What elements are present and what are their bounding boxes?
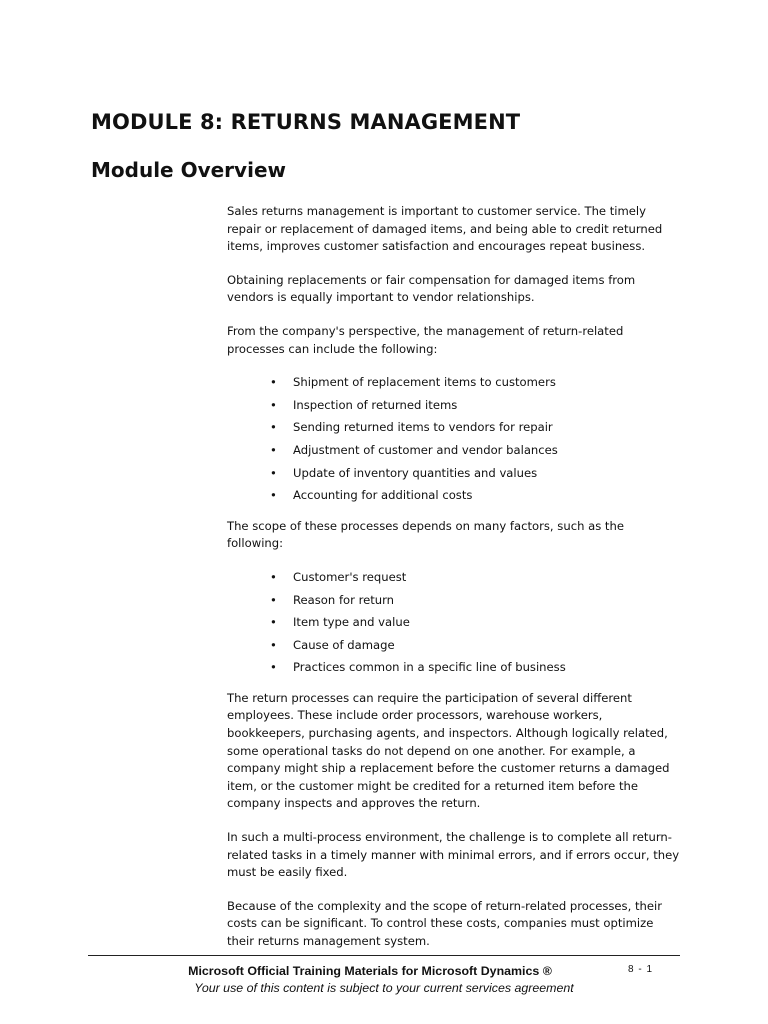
bullet-icon: • [270,420,277,435]
list-item-text: Adjustment of customer and vendor balances [293,442,558,457]
factors-list [227,569,682,677]
paragraph-costs: Because of the complexity and the scope of return-related processes, their costs can be significant. To control these costs, companies must optimize their returns management system. [227,898,662,948]
list-item-text: Update of inventory quantities and values [293,465,538,480]
bullet-icon: • [270,465,277,480]
bullet-icon: • [270,375,277,390]
footer-divider [88,955,680,956]
list-item [227,397,682,415]
list-item [227,659,682,677]
processes-list [227,374,682,505]
list-item [227,374,682,392]
bullet-icon: • [270,637,277,652]
list-item-text: Cause of damage [293,637,395,652]
paragraph-intro: Sales returns management is important to customer service. The timely repair or replacement of damaged items, and being able to credit returned items, improves customer satisfaction and encourages repeat business. [227,204,663,254]
paragraph-perspective: From the company's perspective, the management of return-related processes can include the following: [227,323,624,356]
list-item [227,592,682,610]
list-item-text: Item type and value [293,615,410,630]
bullet-icon: • [270,569,277,584]
list-item-text: Accounting for additional costs [293,488,473,503]
list-item-text: Reason for return [293,592,395,607]
paragraph-participants: The return processes can require the participation of several different employees. These include order processors, warehouse workers, bookkeepers, purchasing agents, and inspectors. Although logically related, some operational tasks do not depend on one another. For example, a company might ship a replacement before the customer returns a damaged item, or the customer might be credited for a returned item before the company inspects and approves the return. [227,690,670,811]
bullet-icon: • [270,442,277,457]
page-number: 8 - 1 [628,964,654,975]
paragraph-vendors: Obtaining replacements or fair compensation for damaged items from vendors is equally important to vendor relationships. [227,272,636,305]
list-item-text: Sending returned items to vendors for repair [293,420,553,435]
list-item-text: Practices common in a specific line of business [293,660,566,675]
module-title: MODULE 8: RETURNS MANAGEMENT [91,110,521,134]
footer-disclaimer: Your use of this content is subject to your current services agreement [194,981,574,995]
list-item-text: Customer's request [293,569,407,584]
body-content [227,203,682,967]
footer-title: Microsoft Official Training Materials for Microsoft Dynamics ® [188,964,552,978]
list-item [227,419,682,437]
bullet-icon: • [270,660,277,675]
list-item-text: Shipment of replacement items to customers [293,375,556,390]
paragraph-challenge: In such a multi-process environment, the challenge is to complete all return-related tasks in a timely manner with minimal errors, and if errors occur, they must be easily fixed. [227,830,680,880]
paragraph-scope: The scope of these processes depends on many factors, such as the following: [227,518,624,551]
list-item [227,487,682,505]
list-item-text: Inspection of returned items [293,397,458,412]
list-item [227,442,682,460]
bullet-icon: • [270,615,277,630]
list-item [227,614,682,632]
bullet-icon: • [270,488,277,503]
bullet-icon: • [270,592,277,607]
list-item [227,465,682,483]
section-title: Module Overview [91,158,286,182]
list-item [227,569,682,587]
list-item [227,637,682,655]
bullet-icon: • [270,397,277,412]
